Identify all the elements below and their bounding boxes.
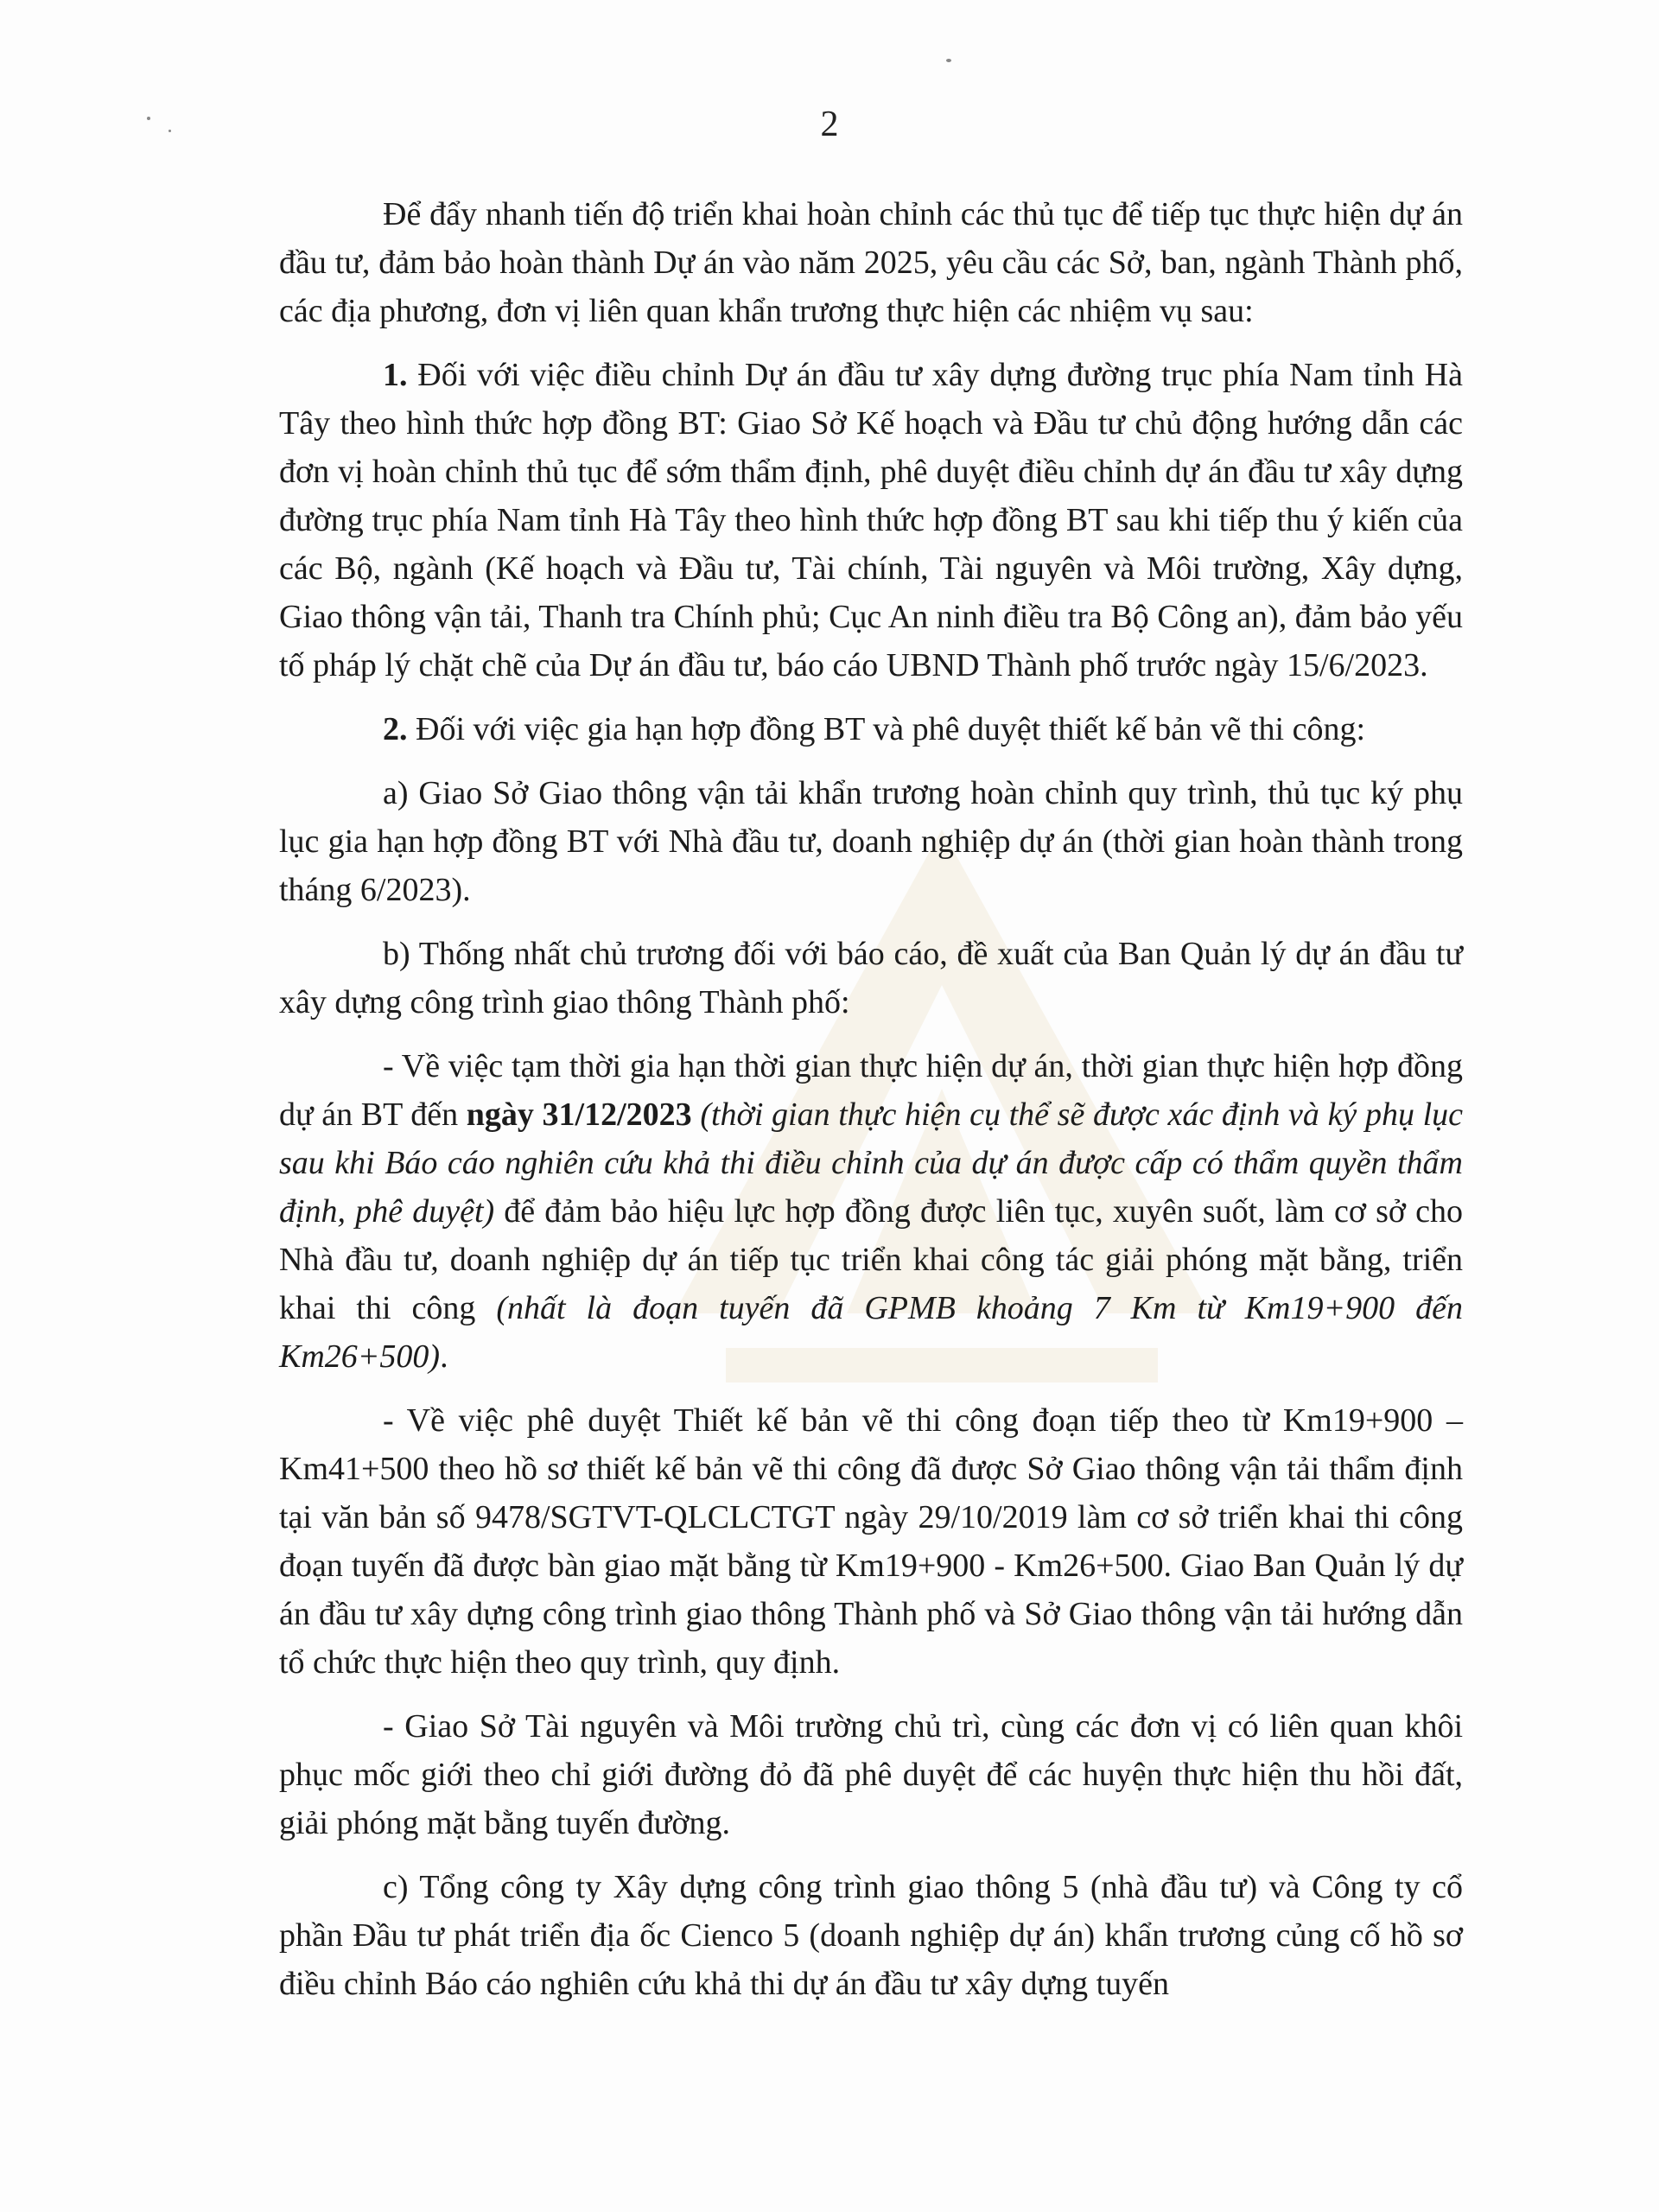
item-2-number: 2. <box>383 711 408 747</box>
bullet-1-italic1: (thời gian thực hiện cụ thể sẽ được xác định và ký phụ lục sau khi Báo cáo nghiên cứu khả thi điều chỉnh của dự án được cấp có thẩm quyền thẩm định, phê duyệt) <box>279 1096 1464 1230</box>
bullet-1-italic2: (nhất là đoạn tuyến đã GPMB khoảng 7 Km từ Km19+900 đến Km26+500) <box>279 1290 1463 1375</box>
bullet-1-date: ngày 31/12/2023 <box>466 1096 692 1133</box>
intro-paragraph: Để đẩy nhanh tiến độ triển khai hoàn chỉnh các thủ tục để tiếp tục thực hiện dự án đầu tư, đảm bảo hoàn thành Dự án vào năm 2025, yêu cầu các Sở, ban, ngành Thành phố, các địa phương, đơn vị liên quan khẩn trương thực hiện các nhiệm vụ sau: <box>279 196 1463 329</box>
scan-speck <box>946 59 951 62</box>
item-2a-paragraph: a) Giao Sở Giao thông vận tải khẩn trương hoàn chỉnh quy trình, thủ tục ký phụ lục gia hạn hợp đồng BT với Nhà đầu tư, doanh nghiệp dự án (thời gian hoàn thành trong tháng 6/2023). <box>279 775 1463 908</box>
item-2-paragraph <box>279 705 1463 753</box>
page-number: 2 <box>820 105 839 144</box>
item-1-paragraph <box>279 351 1463 690</box>
item-1-number: 1. <box>383 357 408 393</box>
item-1-text: Đối với việc điều chỉnh Dự án đầu tư xây dựng đường trục phía Nam tỉnh Hà Tây theo hình thức hợp đồng BT: Giao Sở Kế hoạch và Đầu tư chủ động hướng dẫn các đơn vị hoàn chỉnh thủ tục để sớm thẩm định, phê duyệt điều chỉnh dự án đầu tư xây dựng đường trục phía Nam tỉnh Hà Tây theo hình thức hợp đồng BT sau khi tiếp thu ý kiến của các Bộ, ngành (Kế hoạch và Đầu tư, Tài chính, Tài nguyên và Môi trường, Xây dựng, Giao thông vận tải, Thanh tra Chính phủ; Cục An ninh điều tra Bộ Công an), đảm bảo yếu tố pháp lý chặt chẽ của Dự án đầu tư, báo cáo UBND Thành phố trước ngày 15/6/2023. <box>279 357 1463 683</box>
bullet-3-paragraph: - Giao Sở Tài nguyên và Môi trường chủ trì, cùng các đơn vị có liên quan khôi phục mốc giới theo chỉ giới đường đỏ đã phê duyệt để các huyện thực hiện thu hồi đất, giải phóng mặt bằng tuyến đường. <box>279 1708 1463 1841</box>
bullet-1-paragraph <box>279 1042 1463 1381</box>
bullet-1-part2: để đảm bảo hiệu lực hợp đồng được liên tục, xuyên suốt, làm cơ sở cho Nhà đầu tư, doanh nghiệp dự án tiếp tục triển khai công tác giải phóng mặt bằng, triển khai thi công <box>279 1193 1463 1326</box>
item-2b-paragraph: b) Thống nhất chủ trương đối với báo cáo, đề xuất của Ban Quản lý dự án đầu tư xây dựng công trình giao thông Thành phố: <box>279 936 1463 1020</box>
bullet-1-part1: - Về việc tạm thời gia hạn thời gian thực hiện dự án, thời gian thực hiện hợp đồng dự án BT đến <box>279 1048 1463 1133</box>
item-2c-paragraph: c) Tổng công ty Xây dựng công trình giao thông 5 (nhà đầu tư) và Công ty cổ phần Đầu tư phát triển địa ốc Cienco 5 (doanh nghiệp dự án) khẩn trương củng cố hồ sơ điều chỉnh Báo cáo nghiên cứu khả thi dự án đầu tư xây dựng tuyến <box>279 1869 1463 2002</box>
bullet-1-end: . <box>440 1338 448 1375</box>
bullet-2-paragraph: - Về việc phê duyệt Thiết kế bản vẽ thi công đoạn tiếp theo từ Km19+900 – Km41+500 theo hồ sơ thiết kế bản vẽ thi công đã được Sở Giao thông vận tải thẩm định tại văn bản số 9478/SGTVT-QLCLCTGT ngày 29/10/2019 làm cơ sở triển khai thi công đoạn tuyến đã được bàn giao mặt bằng từ Km19+900 - Km26+500. Giao Ban Quản lý dự án đầu tư xây dựng công trình giao thông Thành phố và Sở Giao thông vận tải hướng dẫn tổ chức thực hiện theo quy trình, quy định. <box>279 1402 1463 1681</box>
document-body <box>279 190 1463 2024</box>
item-2-text: Đối với việc gia hạn hợp đồng BT và phê duyệt thiết kế bản vẽ thi công: <box>407 711 1366 747</box>
